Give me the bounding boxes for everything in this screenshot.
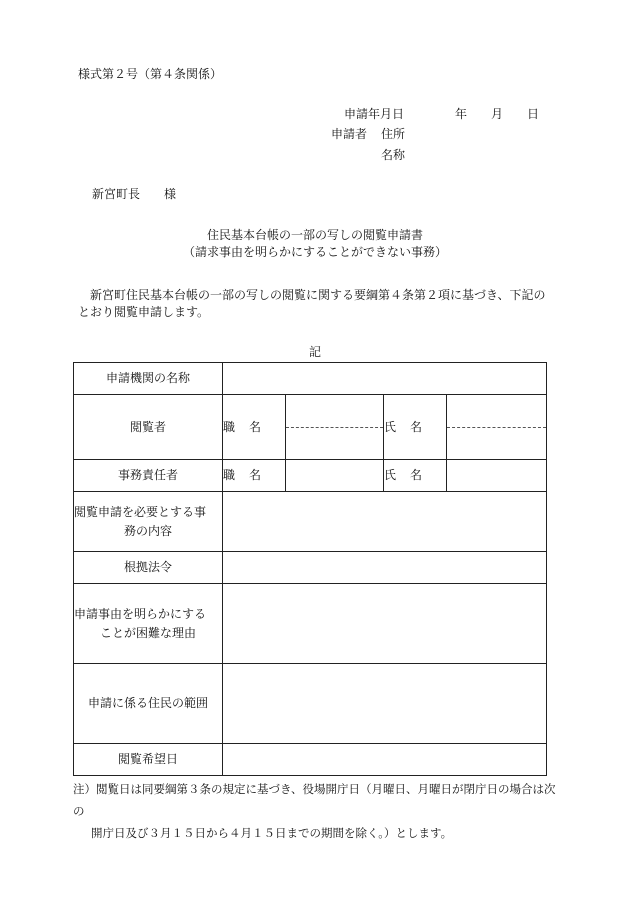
applicant-label: 申請者 bbox=[331, 127, 368, 141]
viewer-person-field[interactable] bbox=[447, 395, 547, 460]
law-field[interactable] bbox=[223, 552, 547, 584]
manager-position-label: 職 名 bbox=[223, 460, 286, 492]
row-manager bbox=[74, 460, 547, 492]
addressee: 新宮町長 様 bbox=[92, 187, 177, 201]
scope-label: 申請に係る住民の範囲 bbox=[74, 664, 223, 744]
ki-heading: 記 bbox=[308, 345, 321, 359]
manager-label: 事務責任者 bbox=[74, 460, 223, 492]
law-label: 根拠法令 bbox=[74, 552, 223, 584]
address-label: 住所 bbox=[381, 127, 406, 141]
name-label: 名称 bbox=[381, 148, 406, 162]
body-text-line2: とおり閲覧申請します。 bbox=[78, 305, 210, 319]
manager-person-field[interactable] bbox=[447, 460, 547, 492]
desired-date-field[interactable] bbox=[223, 744, 547, 776]
viewer-person-label: 氏 名 bbox=[384, 395, 447, 460]
row-scope bbox=[74, 664, 547, 744]
footnote-line1: 注）閲覧日は同要綱第３条の規定に基づき、役場開庁日（月曜日、月曜日が閉庁日の場合は次の bbox=[73, 782, 556, 818]
viewer-position-label: 職 名 bbox=[223, 395, 286, 460]
scope-field[interactable] bbox=[223, 664, 547, 744]
content-label: 閲覧申請を必要とする事 務の内容 bbox=[74, 492, 223, 552]
desired-date-label: 閲覧希望日 bbox=[74, 744, 223, 776]
month-label: 月 bbox=[491, 107, 504, 121]
form-number: 様式第２号（第４条関係） bbox=[78, 67, 223, 81]
application-date-label: 申請年月日 bbox=[344, 107, 405, 121]
viewer-position-field[interactable] bbox=[286, 395, 384, 460]
row-viewer bbox=[74, 395, 547, 460]
row-date bbox=[74, 744, 547, 776]
manager-position-field[interactable] bbox=[286, 460, 384, 492]
agency-name-field[interactable] bbox=[223, 363, 547, 395]
agency-name-label: 申請機関の名称 bbox=[74, 363, 223, 395]
reason-label: 申請事由を明らかにする ことが困難な理由 bbox=[74, 584, 223, 664]
reason-field[interactable] bbox=[223, 584, 547, 664]
application-table bbox=[73, 362, 547, 776]
footnote-line2: 開庁日及び３月１５日から４月１５日までの期間を除く。）とします。 bbox=[91, 826, 453, 840]
footnote bbox=[73, 778, 563, 844]
row-reason bbox=[74, 584, 547, 664]
manager-person-label: 氏 名 bbox=[384, 460, 447, 492]
viewer-label: 閲覧者 bbox=[74, 395, 223, 460]
content-field[interactable] bbox=[223, 492, 547, 552]
body-text-line1: 新宮町住民基本台帳の一部の写しの閲覧に関する要綱第４条第２項に基づき、下記の bbox=[90, 288, 546, 302]
row-content bbox=[74, 492, 547, 552]
row-agency bbox=[74, 363, 547, 395]
year-label: 年 bbox=[455, 107, 468, 121]
document-subtitle: （請求事由を明らかにすることができない事務） bbox=[182, 245, 447, 259]
document-title: 住民基本台帳の一部の写しの閲覧申請書 bbox=[206, 228, 423, 242]
day-label: 日 bbox=[527, 107, 540, 121]
row-law bbox=[74, 552, 547, 584]
